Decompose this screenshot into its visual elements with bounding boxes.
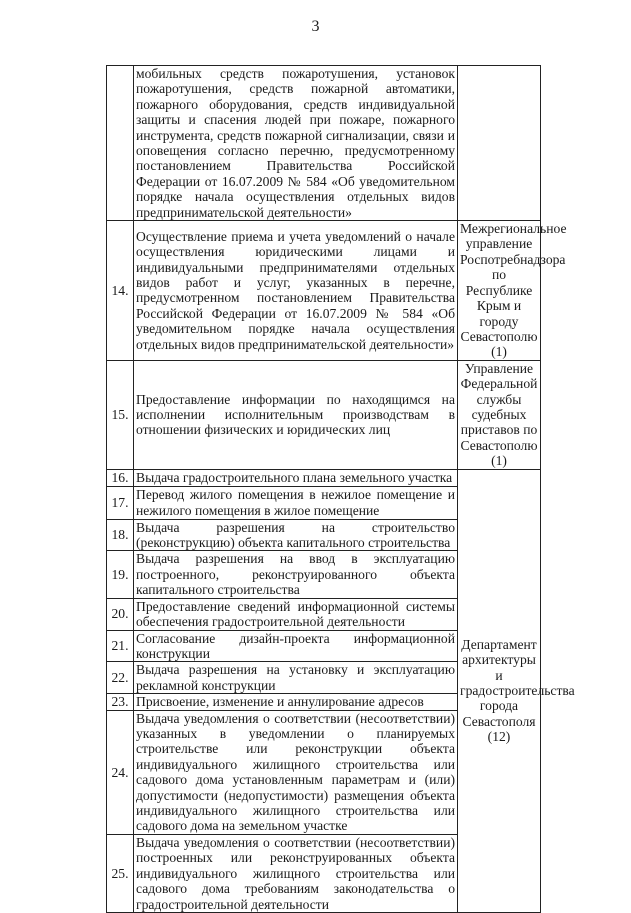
row-number: 17. xyxy=(107,486,134,519)
table-row xyxy=(107,66,541,221)
table-row xyxy=(107,360,541,469)
org-name: Межрегиональное управление Роспотребнадзора по Республике Крым и городу Севастополю xyxy=(460,221,567,344)
org-count: (12) xyxy=(487,729,511,745)
service-text: Предоставление информации по находящимся на исполнении исполнительным производствам в отношении физических и юридических лиц xyxy=(134,360,458,469)
row-number: 15. xyxy=(107,360,134,469)
service-text: Выдача разрешения на установку и эксплуатацию рекламной конструкции xyxy=(134,662,458,694)
org-count: (1) xyxy=(491,453,507,469)
row-number: 24. xyxy=(107,710,134,834)
row-number: 25. xyxy=(107,834,134,912)
row-number xyxy=(107,66,134,221)
org-name: Управление Федеральной службы судебных приставов по Севастополю xyxy=(460,360,538,453)
table-row xyxy=(107,469,541,486)
row-number: 18. xyxy=(107,519,134,551)
row-number: 16. xyxy=(107,469,134,486)
service-text: Осуществление приема и учета уведомлений о начале осуществления юридическими лицами и индивидуальными предпринимателями отдельных видов работ и услуг, указанных в перечне, предусмотренном постановлением Правительства Российской Федерации от 16.07.2009 № 584 «Об уведомительном порядке начала осуществления отдельных видов предпринимательской деятельности» xyxy=(134,221,458,361)
service-text: Присвоение, изменение и аннулирование адресов xyxy=(134,694,458,710)
row-number: 22. xyxy=(107,662,134,694)
row-number: 23. xyxy=(107,694,134,710)
org-cell-empty xyxy=(458,66,541,221)
service-text: Выдача разрешения на ввод в эксплуатацию построенного, реконструированного объекта капитального строительства xyxy=(134,551,458,598)
row-number: 21. xyxy=(107,630,134,662)
org-rospotrebnadzor xyxy=(458,221,567,361)
service-text: Выдача разрешения на строительство (реконструкцию) объекта капитального строительства xyxy=(134,519,458,551)
service-text: Выдача уведомления о соответствии (несоответствии) построенных или реконструированных объекта индивидуального жилищного строительства или садового дома требованиям законодательства о градостроительной деятельности xyxy=(134,834,458,912)
row-number: 19. xyxy=(107,551,134,598)
row-number: 14. xyxy=(107,221,134,361)
org-count: (1) xyxy=(491,344,507,360)
org-name: Департамент архитектуры и градостроительства города Севастополя xyxy=(460,636,575,729)
page-number: 3 xyxy=(311,18,320,35)
service-text: Выдача градостроительного плана земельного участка xyxy=(134,469,458,486)
service-text: Согласование дизайн-проекта информационной конструкции xyxy=(134,630,458,662)
service-text: Предоставление сведений информационной системы обеспечения градостроительной деятельности xyxy=(134,598,458,630)
row-number: 20. xyxy=(107,598,134,630)
table-row xyxy=(107,221,541,361)
service-text: Перевод жилого помещения в нежилое помещение и нежилого помещения в жилое помещение xyxy=(134,486,458,519)
service-text: мобильных средств пожаротушения, установок пожаротушения, средств пожарной автоматики, пожарного оборудования, средств индивидуальной защиты и спасения людей при пожаре, пожарного инструмента, средств пожарной сигнализации, связи и оповещения согласно перечню, предусмотренному постановлением Правительства Российской Федерации от 16.07.2009 № 584 «Об уведомительном порядке начала осуществления отдельных видов предпринимательской деятельности» xyxy=(134,66,458,221)
service-text: Выдача уведомления о соответствии (несоответствии) указанных в уведомлении о планируемых строительстве или реконструкции объекта индивидуального жилищного строительства или садового дома установленным параметрам и (или) допустимости (недопустимости) размещения объекта индивидуального жилищного строительства или садового дома на земельном участке xyxy=(134,710,458,834)
org-architecture xyxy=(458,469,575,912)
org-fssp xyxy=(458,360,541,469)
services-table xyxy=(106,65,575,913)
